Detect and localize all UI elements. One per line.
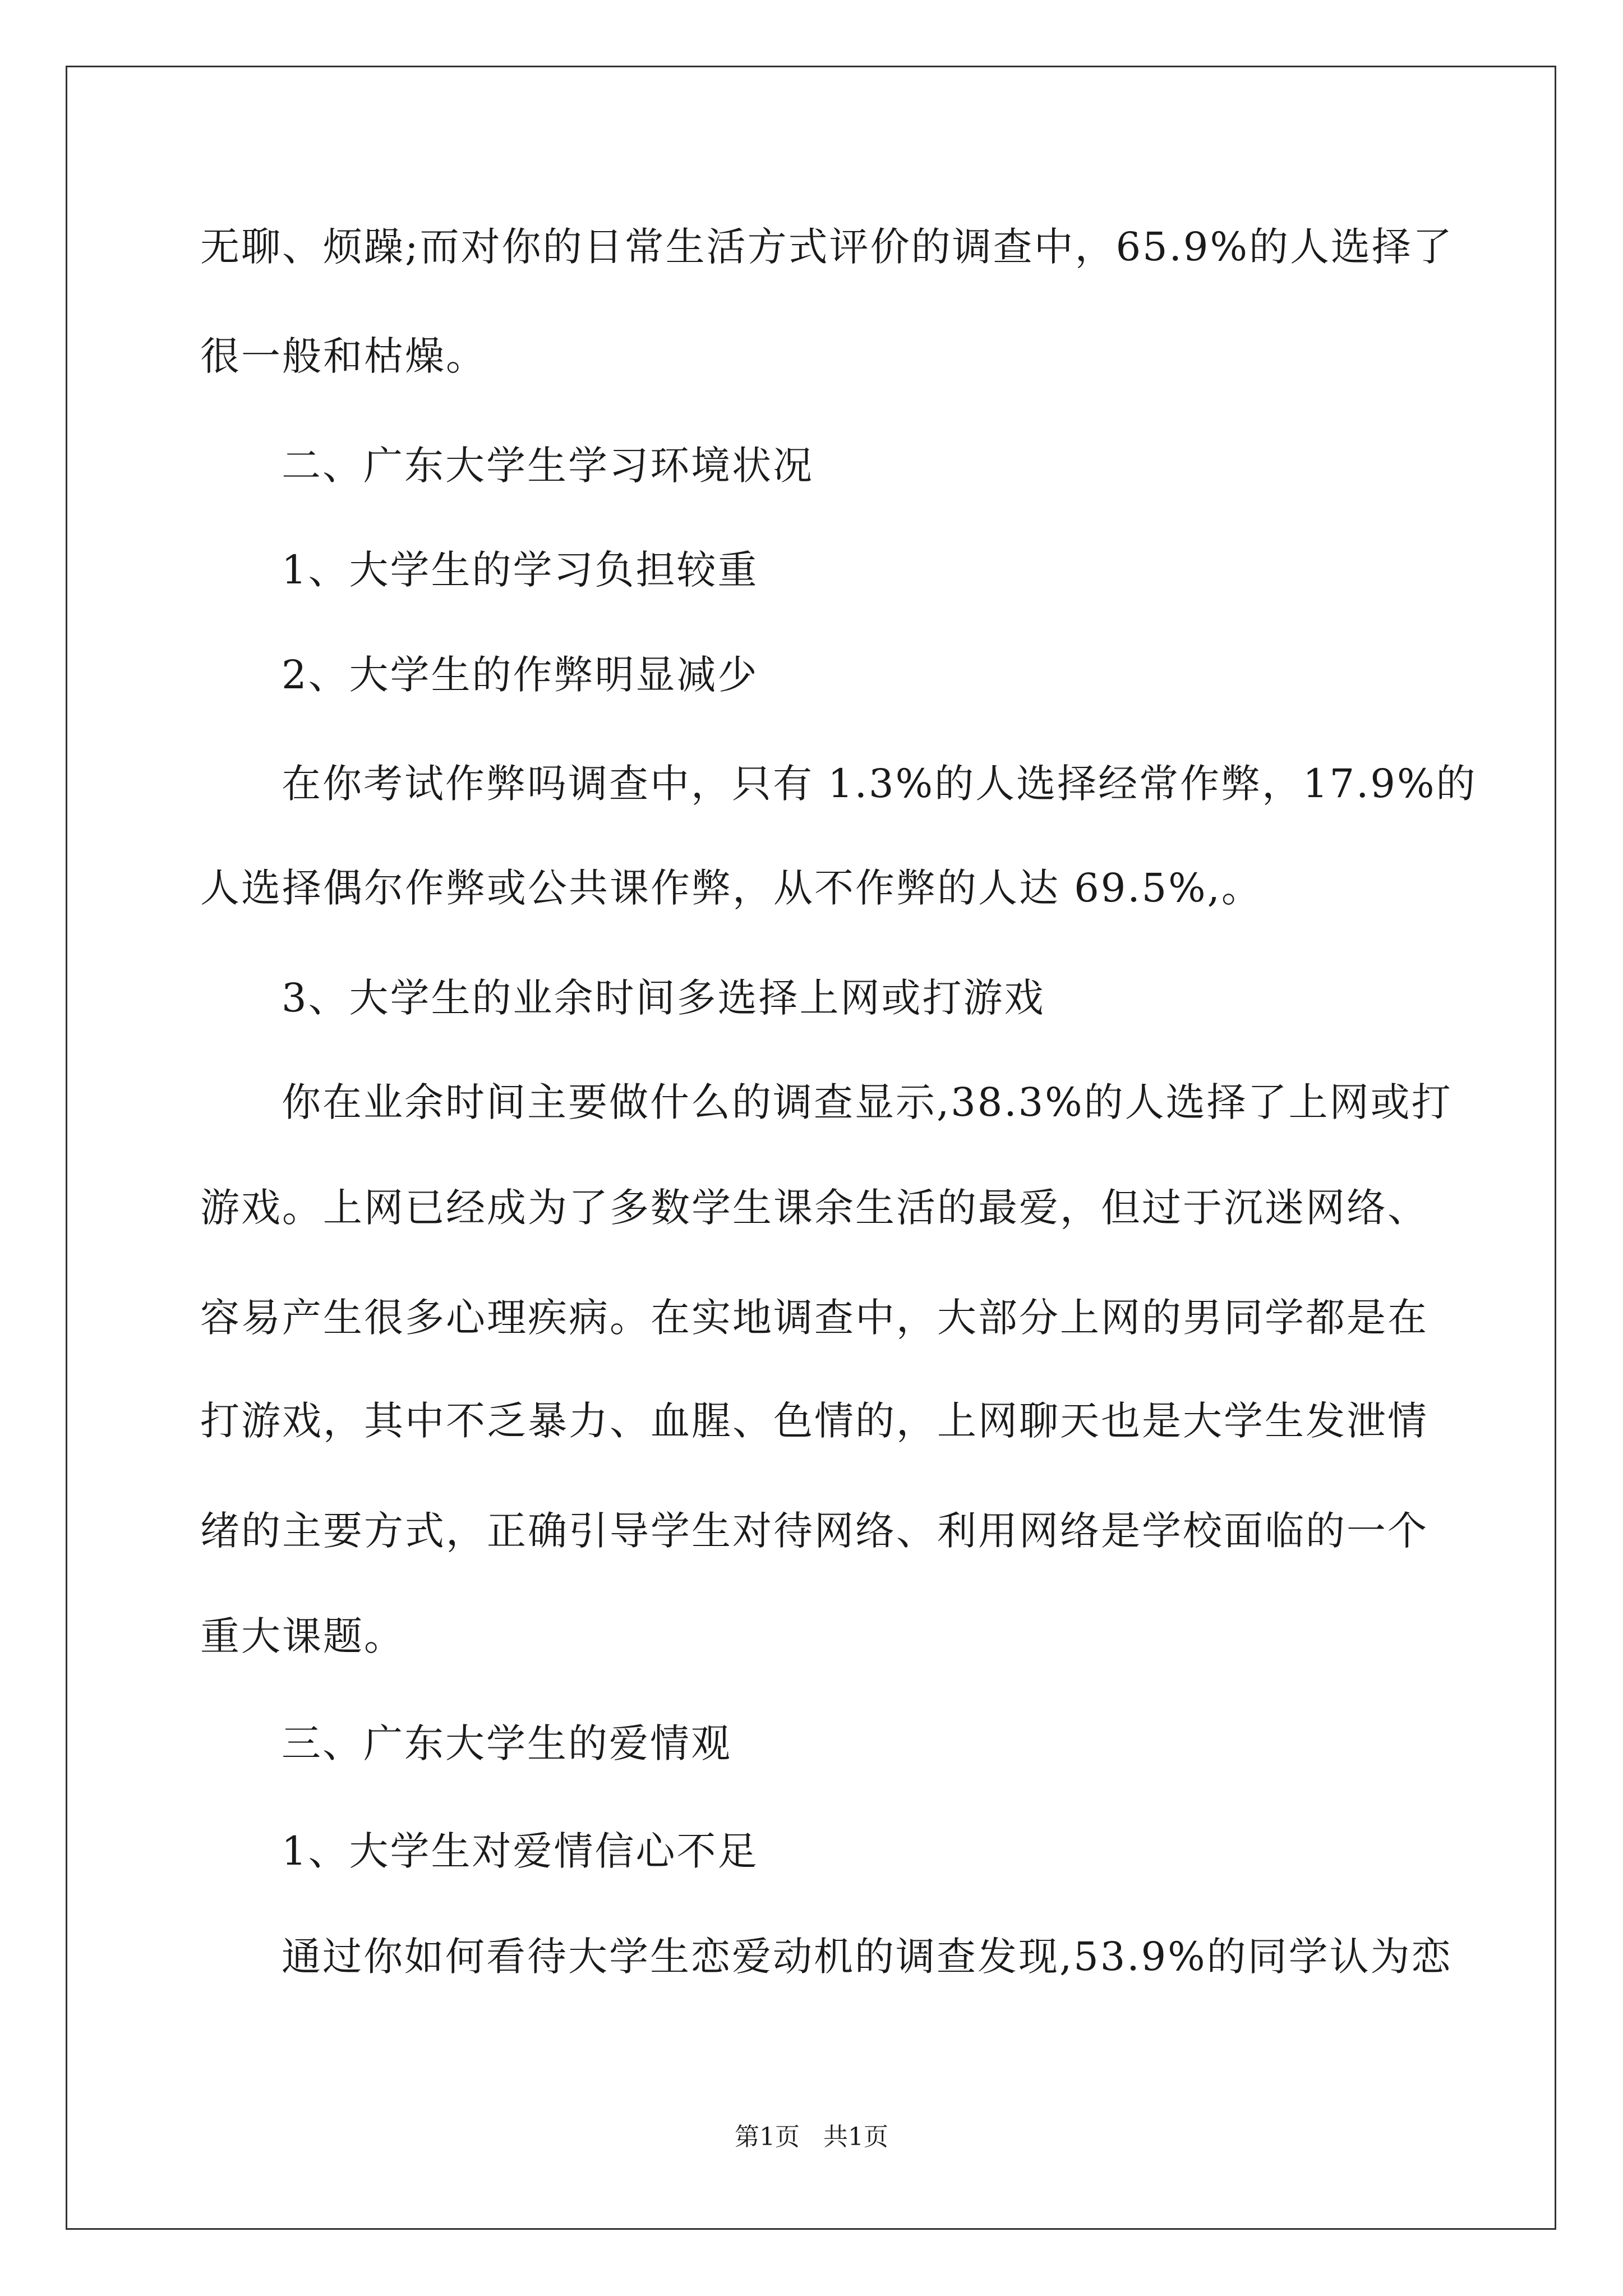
text-line: 很一般和枯燥。 bbox=[200, 333, 487, 379]
section-heading: 三、广东大学生的爱情观 bbox=[282, 1720, 732, 1766]
text-line: 游戏。上网已经成为了多数学生课余生活的最爱，但过于沉迷网络、 bbox=[200, 1185, 1428, 1231]
text-line: 打游戏，其中不乏暴力、血腥、色情的，上网聊天也是大学生发泄情 bbox=[200, 1398, 1428, 1444]
text-line: 人选择偶尔作弊或公共课作弊，从不作弊的人达 69.5%,。 bbox=[200, 865, 1262, 911]
section-heading: 二、广东大学生学习环境状况 bbox=[282, 443, 814, 489]
text-line: 通过你如何看待大学生恋爱动机的调查发现,53.9%的同学认为恋 bbox=[282, 1934, 1453, 1980]
subsection-heading: 1、大学生的学习负担较重 bbox=[282, 547, 759, 593]
subsection-heading: 1、大学生对爱情信心不足 bbox=[282, 1828, 759, 1874]
text-line: 重大课题。 bbox=[200, 1613, 405, 1659]
text-line: 容易产生很多心理疾病。在实地调查中，大部分上网的男同学都是在 bbox=[200, 1295, 1428, 1341]
text-line: 绪的主要方式，正确引导学生对待网络、利用网络是学校面临的一个 bbox=[200, 1508, 1428, 1554]
text-line: 无聊、烦躁;而对你的日常生活方式评价的调查中，65.9%的人选择了 bbox=[200, 224, 1454, 270]
subsection-heading: 2、大学生的作弊明显减少 bbox=[282, 652, 759, 698]
text-line: 在你考试作弊吗调查中，只有 1.3%的人选择经常作弊，17.9%的 bbox=[282, 761, 1477, 807]
text-line: 你在业余时间主要做什么的调查显示,38.3%的人选择了上网或打 bbox=[282, 1079, 1453, 1125]
page-number: 第1页 共1页 bbox=[735, 2123, 888, 2151]
page-frame bbox=[66, 66, 1556, 2230]
subsection-heading: 3、大学生的业余时间多选择上网或打游戏 bbox=[282, 975, 1045, 1021]
